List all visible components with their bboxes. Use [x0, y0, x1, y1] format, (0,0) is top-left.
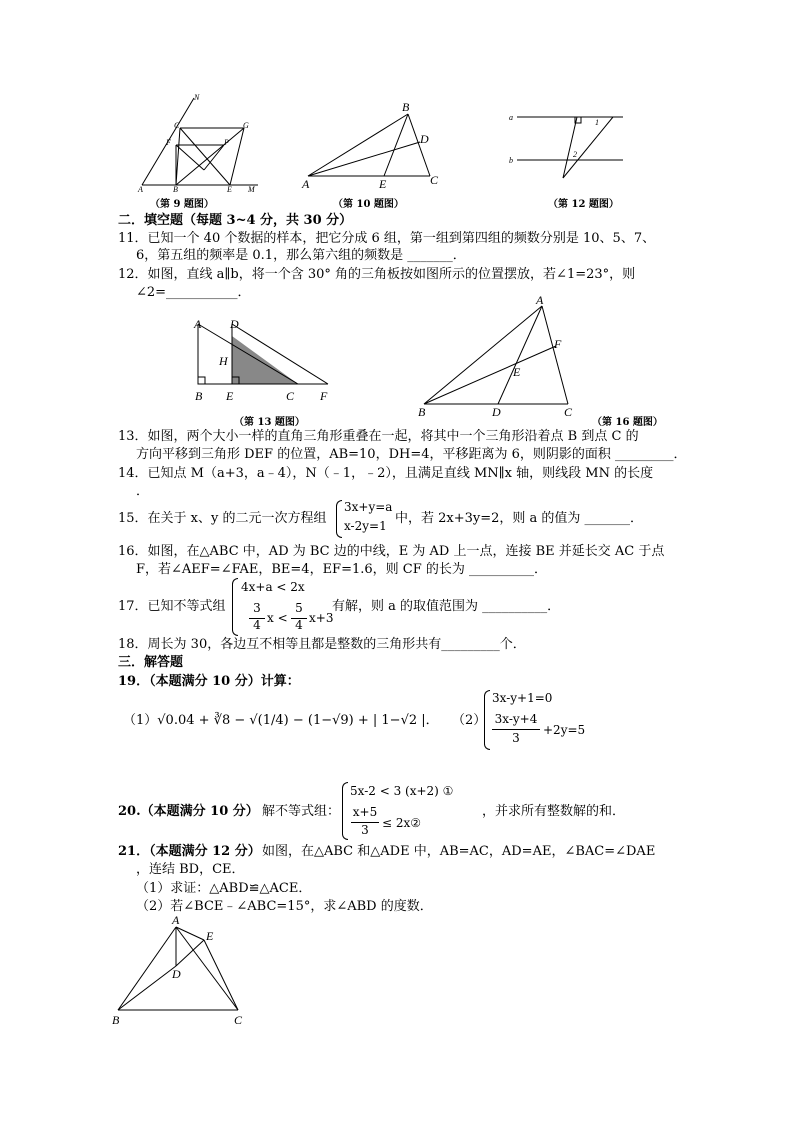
fig21-label-c: C [234, 1013, 243, 1027]
q12-line1: 12．如图，直线 a∥b，将一个含 30° 角的三角板按如图所示的位置摆放，若∠1=23°，则 [118, 267, 636, 282]
fig16-label-a: A [536, 293, 544, 307]
fig16-label-b: B [418, 405, 426, 418]
q16-line2: F，若∠AEF=∠FAE，BE=4，EF=1.6，则 CF 的长为 __________． [136, 562, 548, 577]
q19-title: 19．（本题满分 10 分）计算： [118, 674, 300, 689]
q20-prefix: 解不等式组： [262, 804, 341, 819]
q14-line2: ． [136, 484, 150, 499]
q19-part2-label: （2） [452, 713, 487, 728]
q17-den1: 4 [253, 618, 261, 632]
q21-title: 21．（本题满分 12 分） [118, 844, 261, 859]
section2-heading: 二．填空题（每题 3~4 分，共 30 分） [118, 213, 353, 228]
q17-x2: x+3 [309, 611, 334, 625]
q17-brace [232, 578, 238, 636]
figure-10 [300, 100, 445, 190]
q19-part2-num: 3x-y+4 [494, 712, 538, 726]
fig9-label-p: P [224, 138, 229, 147]
fig9-caption: （第 9 题图） [150, 199, 214, 210]
fig21-label-d: D [172, 967, 181, 981]
figure-16 [412, 292, 592, 418]
fig16-label-f: F [554, 337, 562, 351]
q19-part2-den: 3 [512, 731, 520, 745]
fig9-label-g: G [243, 121, 249, 130]
q20-den: 3 [361, 823, 369, 837]
q14-line1: 14．已知点 M（a+3，a﹣4），N（﹣1，﹣2），且满足直线 MN∥x 轴，则线段 MN 的长度 [118, 466, 654, 481]
fig10-label-b: B [402, 100, 410, 114]
q21-line2: ，连结 BD，CE． [136, 862, 245, 877]
q17-eq1: 4x+a < 2x [241, 580, 305, 594]
q15-suffix: 中，若 2x+3y=2，则 a 的值为 _______． [395, 511, 644, 526]
fig10-label-c: C [430, 173, 439, 187]
fig16-caption: （第 16 题图） [592, 417, 663, 428]
fig13-label-f: F [320, 389, 328, 403]
q20-tail: ≤ 2x② [382, 816, 422, 830]
q21-part2: （2）若∠BCE﹣∠ABC=15°，求∠ABD 的度数． [136, 899, 433, 914]
fig13-label-c: C [286, 389, 295, 403]
fig21-label-b: B [112, 1013, 120, 1027]
q21-part1: （1）求证：△ABD≌△ACE． [136, 881, 312, 896]
fig13-label-e: E [226, 389, 234, 403]
q11-line2: 6，第五组的频率是 0.1，那么第六组的频数是 _______． [136, 248, 466, 263]
fig13-label-b: B [195, 389, 203, 403]
fig9-label-e: E [227, 185, 232, 194]
figure-13 [190, 316, 340, 406]
q17-num1: 3 [253, 601, 261, 615]
fig9-label-b: B [173, 185, 178, 194]
q20-num: x+5 [352, 805, 378, 819]
fig16-label-d: D [492, 405, 501, 418]
q20-brace [342, 782, 348, 840]
fig10-label-d: D [420, 132, 429, 146]
q13-line1: 13．如图，两个大小一样的直角三角形重叠在一起，将其中一个三角形沿着点 B 到点 C 的 [118, 429, 639, 444]
q15-brace [336, 500, 342, 538]
fig10-label-e: E [379, 177, 387, 190]
q17-x1: x < [267, 611, 288, 625]
q17-den2: 4 [295, 618, 303, 632]
q19-part1: （1）√0.04 + ∛8 − √(1/4) − (1−√9) + | 1−√2 |． [123, 713, 439, 728]
fig12-caption: （第 12 题图） [548, 199, 619, 210]
fig16-label-e: E [513, 365, 521, 379]
q20-eq1: 5x-2 < 3 (x+2) ① [350, 784, 454, 798]
q17-prefix: 17．已知不等式组 [118, 599, 226, 614]
q11-line1: 11．已知一个 40 个数据的样本，把它分成 6 组，第一组到第四组的频数分别是 10、5、7、 [118, 231, 656, 246]
q15-eq1: 3x+y=a [344, 500, 393, 514]
q19-part2-bar [492, 729, 540, 730]
fig21-label-e: E [206, 929, 214, 943]
q17-num2: 5 [295, 601, 303, 615]
fig9-label-n: N [194, 93, 200, 102]
figure-9 [128, 90, 268, 195]
fig21-label-a: A [172, 914, 180, 927]
q15-prefix: 15．在关于 x、y 的二元一次方程组 [118, 511, 327, 526]
q18: 18．周长为 30，各边互不相等且都是整数的三角形共有_________个． [118, 637, 526, 652]
q20-title: 20.（本题满分 10 分） [118, 804, 259, 819]
fig9-label-c: C [174, 121, 180, 130]
q21-line1: 如图，在△ABC 和△ADE 中，AB=AC，AD=AE，∠BAC=∠DAE [262, 844, 656, 859]
fig13-label-d: D [230, 317, 239, 331]
fig13-label-a: A [194, 317, 202, 331]
fig12-label-a: a [509, 113, 513, 122]
fig9-label-f: F [166, 138, 171, 147]
figure-21 [108, 914, 268, 1030]
q13-line2: 方向平移到三角形 DEF 的位置，AB=10，DH=4，平移距离为 6，则阴影的面积 _________． [136, 447, 687, 462]
section3-heading: 三．解答题 [118, 655, 184, 670]
q20-suffix: ，并求所有整数解的和． [482, 804, 626, 819]
fig10-caption: （第 10 题图） [333, 199, 404, 210]
q15-eq2: x-2y=1 [344, 519, 387, 533]
fig12-label-b: b [509, 156, 513, 165]
q17-suffix: 有解，则 a 的取值范围为 __________． [332, 599, 561, 614]
figure-12 [505, 108, 630, 188]
fig12-label-1: 1 [595, 118, 599, 127]
fig10-label-a: A [302, 177, 310, 190]
fig12-label-2: 2 [573, 150, 577, 159]
q12-line2: ∠2=___________． [136, 285, 251, 300]
fig9-label-a: A [138, 185, 143, 194]
q19-part2-tail: +2y=5 [543, 723, 586, 737]
q16-line1: 16．如图，在△ABC 中，AD 为 BC 边的中线，E 为 AD 上一点，连接 BE 并延长交 AC 于点 [118, 544, 665, 559]
fig13-label-h: H [219, 354, 228, 368]
fig13-caption: （第 13 题图） [234, 417, 305, 428]
fig16-label-c: C [564, 405, 573, 418]
fig9-label-m: M [248, 185, 255, 194]
q19-part2-eq1: 3x-y+1=0 [492, 691, 553, 705]
